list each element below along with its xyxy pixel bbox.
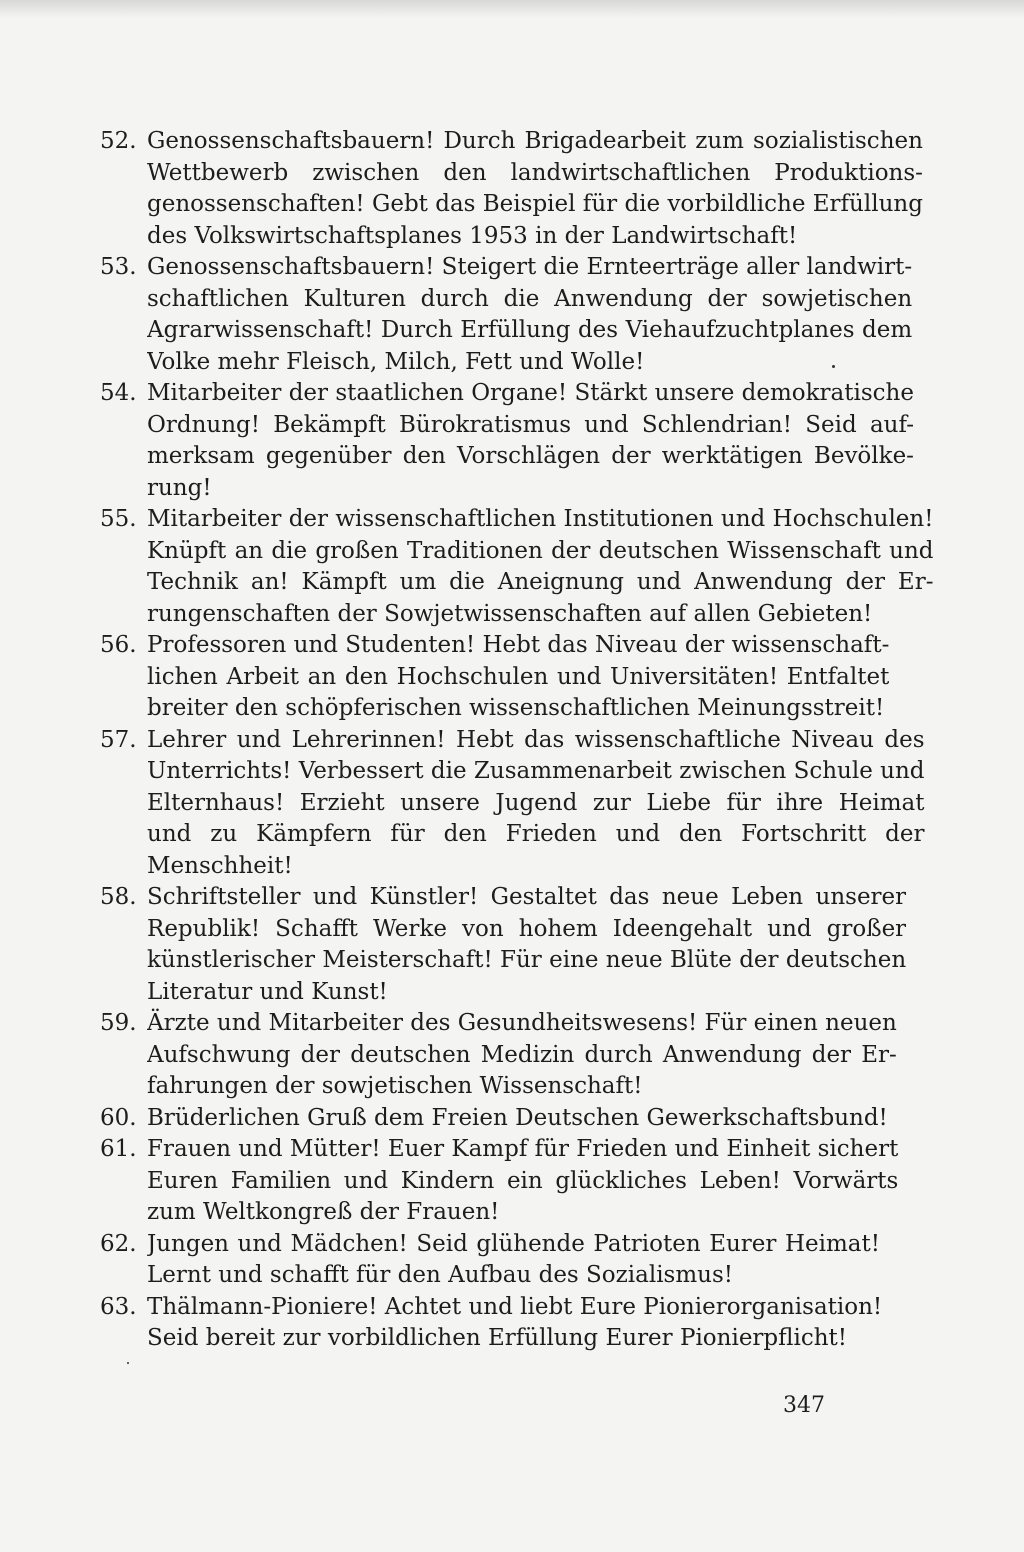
item-number: 55. bbox=[100, 506, 137, 532]
item-text bbox=[147, 1292, 882, 1355]
list-item bbox=[100, 252, 913, 378]
item-number: 62. bbox=[100, 1230, 137, 1257]
item-text bbox=[147, 882, 906, 1008]
text-line: merksam gegenüber den Vorschlägen der werktätigen Bevölke- bbox=[147, 443, 914, 469]
item-text bbox=[147, 126, 923, 252]
ink-speck bbox=[127, 1362, 129, 1364]
list-item bbox=[100, 1292, 883, 1355]
list-item bbox=[100, 378, 914, 504]
item-number: 59. bbox=[100, 1010, 137, 1036]
item-number: 60. bbox=[100, 1104, 137, 1131]
text-line: Jungen und Mädchen! Seid glühende Patrioten Eurer Heimat! bbox=[147, 1230, 880, 1257]
text-line: Elternhaus! Erzieht unsere Jugend zur Liebe für ihre Heimat bbox=[147, 789, 925, 816]
text-line: des Volkswirtschaftsplanes 1953 in der Landwirtschaft! bbox=[147, 222, 798, 249]
text-line: genossenschaften! Gebt das Beispiel für die vorbildliche Erfüllung bbox=[147, 191, 923, 217]
list-item bbox=[100, 1103, 888, 1135]
text-line: Genossenschaftsbauern! Steigert die Ernteerträge aller landwirt- bbox=[147, 254, 913, 280]
text-line: Aufschwung der deutschen Medizin durch Anwendung der Er- bbox=[147, 1041, 897, 1068]
item-number: 63. bbox=[100, 1293, 137, 1320]
text-line: breiter den schöpferischen wissenschaftlichen Meinungsstreit! bbox=[147, 695, 885, 721]
text-line: Technik an! Kämpft um die Aneignung und Anwendung der Er- bbox=[147, 569, 934, 595]
text-line: schaftlichen Kulturen durch die Anwendung der sowjetischen bbox=[147, 285, 913, 312]
item-number: 54. bbox=[100, 380, 137, 406]
item-text bbox=[147, 504, 933, 630]
item-number: 57. bbox=[100, 726, 137, 753]
list-item bbox=[100, 1229, 880, 1292]
ink-speck bbox=[832, 365, 835, 368]
text-line: Ärzte und Mitarbeiter des Gesundheitswesens! Für einen neuen bbox=[147, 1010, 897, 1036]
text-line: rungenschaften der Sowjetwissenschaften auf allen Gebieten! bbox=[147, 600, 873, 627]
text-line: Menschheit! bbox=[147, 852, 293, 879]
text-line: künstlerischer Meisterschaft! Für eine neue Blüte der deutschen bbox=[147, 947, 907, 973]
text-line: zum Weltkongreß der Frauen! bbox=[147, 1199, 500, 1225]
text-line: Thälmann-Pioniere! Achtet und liebt Eure Pionierorganisation! bbox=[147, 1293, 883, 1320]
item-text bbox=[147, 378, 914, 504]
text-line: Knüpft an die großen Traditionen der deutschen Wissenschaft und bbox=[147, 537, 934, 564]
text-line: Seid bereit zur vorbildlichen Erfüllung Eurer Pionierpflicht! bbox=[147, 1325, 848, 1351]
text-line: Unterrichts! Verbessert die Zusammenarbeit zwischen Schule und bbox=[147, 758, 925, 784]
item-text bbox=[147, 1134, 898, 1229]
text-line: Literatur und Kunst! bbox=[147, 978, 388, 1005]
text-line: Mitarbeiter der staatlichen Organe! Stärkt unsere demokratische bbox=[147, 380, 914, 406]
text-line: und zu Kämpfern für den Frieden und den Fortschritt der bbox=[147, 821, 925, 847]
list-item bbox=[100, 1134, 899, 1229]
text-line: Agrarwissenschaft! Durch Erfüllung des Viehaufzuchtplanes dem bbox=[147, 317, 913, 343]
item-number: 56. bbox=[100, 632, 137, 658]
list-item bbox=[100, 882, 907, 1008]
text-line: Schriftsteller und Künstler! Gestaltet das neue Leben unserer bbox=[147, 884, 907, 910]
text-line: Lehrer und Lehrerinnen! Hebt das wissenschaftliche Niveau des bbox=[147, 726, 925, 753]
item-text bbox=[147, 1103, 888, 1135]
list-item bbox=[100, 630, 890, 725]
text-line: fahrungen der sowjetischen Wissenschaft! bbox=[147, 1073, 643, 1099]
text-line: rung! bbox=[147, 474, 212, 501]
item-text bbox=[147, 1008, 897, 1103]
text-line: lichen Arbeit an den Hochschulen und Universitäten! Entfaltet bbox=[147, 663, 890, 690]
text-line: Lernt und schafft für den Aufbau des Sozialismus! bbox=[147, 1262, 734, 1288]
list-item bbox=[100, 1008, 897, 1103]
item-text bbox=[147, 252, 912, 378]
item-number: 61. bbox=[100, 1136, 137, 1162]
scan-top-edge bbox=[0, 0, 1024, 18]
item-number: 52. bbox=[100, 128, 137, 154]
text-line: Euren Familien und Kindern ein glückliches Leben! Vorwärts bbox=[147, 1167, 899, 1194]
text-line: Brüderlichen Gruß dem Freien Deutschen Gewerkschaftsbund! bbox=[147, 1104, 888, 1131]
text-line: Volke mehr Fleisch, Milch, Fett und Wolle! bbox=[147, 348, 645, 375]
text-line: Genossenschaftsbauern! Durch Brigadearbeit zum sozialistischen bbox=[147, 128, 923, 154]
page-number: 347 bbox=[783, 1393, 825, 1418]
text-line: Frauen und Mütter! Euer Kampf für Frieden und Einheit sichert bbox=[147, 1136, 899, 1162]
list-item bbox=[100, 504, 934, 630]
text-line: Professoren und Studenten! Hebt das Niveau der wissenschaft- bbox=[147, 632, 890, 658]
item-text bbox=[147, 725, 925, 883]
text-line: Wettbewerb zwischen den landwirtschaftlichen Produktions- bbox=[147, 159, 923, 186]
text-line: Republik! Schafft Werke von hohem Ideengehalt und großer bbox=[147, 915, 907, 942]
item-number: 58. bbox=[100, 884, 137, 910]
text-line: Mitarbeiter der wissenschaftlichen Institutionen und Hochschulen! bbox=[147, 506, 934, 532]
list-item bbox=[100, 126, 923, 252]
slogan-list bbox=[100, 126, 934, 1355]
text-line: Ordnung! Bekämpft Bürokratismus und Schlendrian! Seid auf- bbox=[147, 411, 914, 438]
item-text bbox=[147, 1229, 880, 1292]
list-item bbox=[100, 725, 925, 883]
item-number: 53. bbox=[100, 254, 137, 280]
item-text bbox=[147, 630, 889, 725]
